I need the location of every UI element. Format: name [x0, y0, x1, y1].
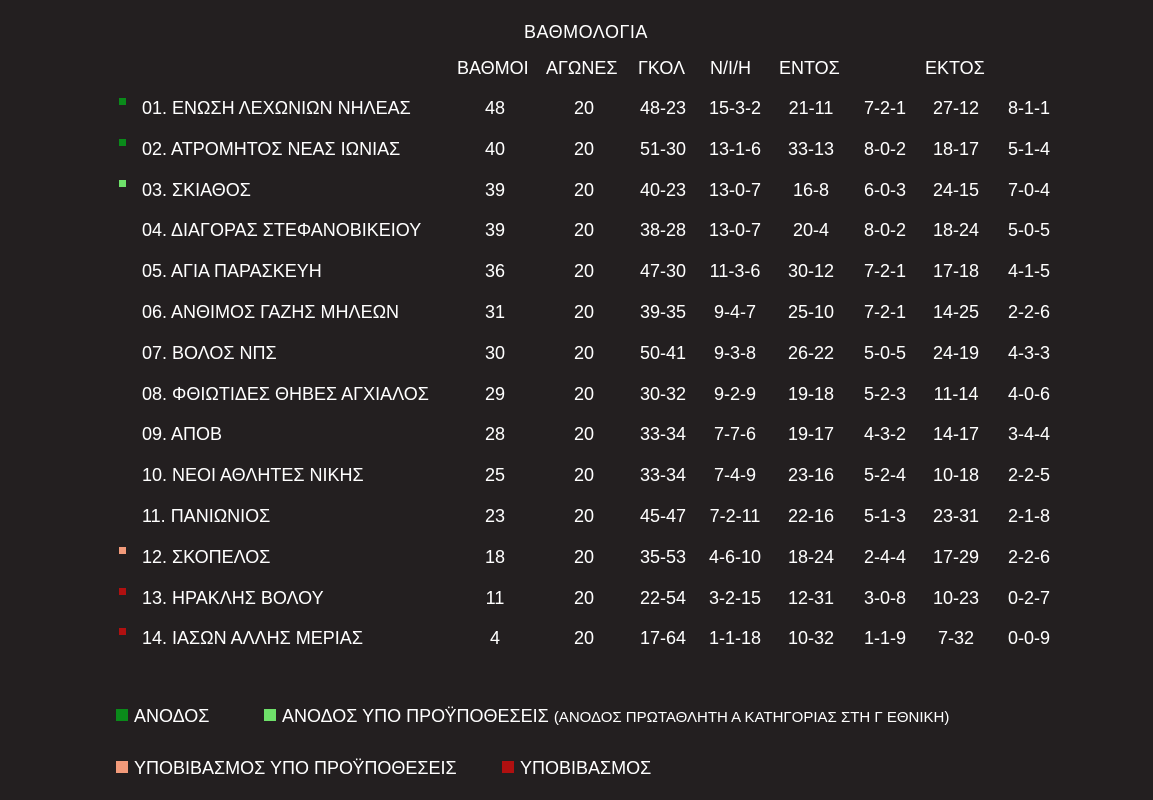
cell-goals: 22-54	[639, 587, 687, 608]
cell-home-record: 7-2-1	[863, 261, 907, 282]
cell-away-record: 4-0-6	[1007, 383, 1051, 404]
cell-home-record: 6-0-3	[863, 179, 907, 200]
team-name: 01. ΕΝΩΣΗ ΛΕΧΩΝΙΩΝ ΝΗΛΕΑΣ	[142, 98, 411, 118]
header-home: ΕΝΤΟΣ	[779, 58, 840, 78]
cell-home-goals: 23-16	[787, 465, 835, 486]
cell-record: 7-7-6	[713, 424, 757, 445]
cell-points: 29	[484, 383, 506, 404]
team-name: 14. ΙΑΣΩΝ ΑΛΛΗΣ ΜΕΡΙΑΣ	[142, 628, 363, 649]
cell-games: 20	[573, 220, 595, 241]
cell-away-record: 2-2-6	[1007, 301, 1051, 322]
team-name: 08. ΦΘΙΩΤΙΔΕΣ ΘΗΒΕΣ ΑΓΧΙΑΛΟΣ	[142, 383, 429, 404]
status-marker	[119, 180, 126, 187]
status-marker	[119, 588, 126, 595]
team-name: 11. ΠΑΝΙΩΝΙΟΣ	[142, 505, 271, 526]
cell-away-goals: 7-32	[937, 628, 975, 649]
legend-relegation-label: ΥΠΟΒΙΒΑΣΜΟΣ	[520, 758, 652, 778]
cell-home-record: 5-2-3	[863, 383, 907, 404]
cell-points: 23	[484, 505, 506, 526]
cell-home-record: 8-0-2	[863, 138, 907, 159]
cell-record: 7-2-11	[709, 505, 761, 526]
table-row	[0, 374, 1153, 415]
header-record: Ν/Ι/Η	[710, 58, 752, 78]
cell-goals: 33-34	[639, 465, 687, 486]
table-row	[0, 455, 1153, 496]
cell-record: 13-1-6	[708, 138, 762, 159]
legend-relegation-swatch	[502, 761, 514, 773]
cell-points: 40	[484, 138, 506, 159]
cell-games: 20	[573, 383, 595, 404]
cell-points: 25	[484, 465, 506, 486]
header-goals: ΓΚΟΛ	[638, 58, 686, 78]
cell-home-record: 8-0-2	[863, 220, 907, 241]
legend-conditional-promotion	[264, 706, 949, 727]
cell-goals: 38-28	[639, 220, 687, 241]
cell-points: 39	[484, 220, 506, 241]
cell-home-goals: 26-22	[787, 342, 835, 363]
cell-games: 20	[573, 424, 595, 445]
cell-record: 9-3-8	[713, 342, 757, 363]
cell-away-goals: 18-17	[932, 138, 980, 159]
cell-record: 13-0-7	[708, 179, 762, 200]
team-name: 02. ΑΤΡΟΜΗΤΟΣ ΝΕΑΣ ΙΩΝΙΑΣ	[142, 138, 401, 159]
legend-promotion	[116, 706, 209, 727]
cell-goals: 40-23	[639, 179, 687, 200]
cell-away-record: 2-1-8	[1007, 505, 1051, 526]
cell-record: 9-2-9	[713, 383, 757, 404]
cell-home-record: 5-2-4	[863, 465, 907, 486]
team-name: 13. ΗΡΑΚΛΗΣ ΒΟΛΟΥ	[142, 587, 324, 608]
cell-goals: 45-47	[639, 505, 687, 526]
legend-conditional-relegation-label: ΥΠΟΒΙΒΑΣΜΟΣ ΥΠΟ ΠΡΟΫΠΟΘΕΣΕΙΣ	[134, 758, 457, 778]
cell-goals: 30-32	[639, 383, 687, 404]
cell-home-record: 1-1-9	[863, 628, 907, 649]
cell-away-goals: 10-18	[932, 465, 980, 486]
cell-record: 4-6-10	[708, 546, 762, 567]
cell-away-goals: 17-18	[932, 261, 980, 282]
cell-home-goals: 10-32	[787, 628, 835, 649]
cell-games: 20	[573, 179, 595, 200]
cell-home-goals: 33-13	[787, 138, 835, 159]
cell-home-record: 5-1-3	[863, 505, 907, 526]
cell-away-goals: 24-19	[932, 342, 980, 363]
table-row	[0, 414, 1153, 455]
cell-record: 9-4-7	[713, 301, 757, 322]
status-marker	[119, 547, 126, 554]
cell-away-record: 3-4-4	[1007, 424, 1051, 445]
cell-away-record: 0-0-9	[1007, 628, 1051, 649]
cell-goals: 39-35	[639, 301, 687, 322]
cell-home-record: 7-2-1	[863, 98, 907, 118]
standings-title: ΒΑΘΜΟΛΟΓΙΑ	[524, 22, 648, 42]
status-marker	[119, 628, 126, 635]
table-row	[0, 537, 1153, 578]
legend-relegation	[502, 758, 651, 779]
cell-home-goals: 19-17	[787, 424, 835, 445]
cell-away-goals: 11-14	[933, 383, 979, 404]
legend-promotion-label: ΑΝΟΔΟΣ	[134, 706, 210, 726]
cell-home-goals: 16-8	[792, 179, 830, 200]
cell-games: 20	[573, 465, 595, 486]
cell-away-goals: 14-25	[932, 301, 980, 322]
cell-home-record: 5-0-5	[863, 342, 907, 363]
cell-record: 13-0-7	[708, 220, 762, 241]
cell-record: 7-4-9	[713, 465, 757, 486]
cell-away-record: 5-1-4	[1007, 138, 1051, 159]
team-name: 05. ΑΓΙΑ ΠΑΡΑΣΚΕΥΗ	[142, 261, 322, 282]
cell-home-record: 7-2-1	[863, 301, 907, 322]
legend-conditional-relegation-swatch	[116, 761, 128, 773]
standings-table	[0, 88, 1153, 659]
legend-conditional-promotion-label: ΑΝΟΔΟΣ ΥΠΟ ΠΡΟΫΠΟΘΕΣΕΙΣ	[282, 706, 549, 726]
table-row	[0, 210, 1153, 251]
cell-away-goals: 24-15	[932, 179, 980, 200]
cell-away-goals: 18-24	[932, 220, 980, 241]
cell-goals: 17-64	[639, 628, 687, 649]
cell-games: 20	[573, 261, 595, 282]
cell-goals: 50-41	[639, 342, 687, 363]
cell-home-goals: 19-18	[787, 383, 835, 404]
cell-away-goals: 17-29	[932, 546, 980, 567]
legend-conditional-promotion-swatch	[264, 709, 276, 721]
cell-away-record: 4-3-3	[1007, 342, 1051, 363]
cell-home-record: 4-3-2	[863, 424, 907, 445]
cell-games: 20	[573, 342, 595, 363]
header-away: ΕΚΤΟΣ	[925, 58, 985, 78]
cell-away-record: 0-2-7	[1007, 587, 1051, 608]
cell-goals: 51-30	[639, 138, 687, 159]
cell-games: 20	[573, 505, 595, 526]
status-marker	[119, 98, 126, 105]
table-row	[0, 129, 1153, 170]
table-row	[0, 618, 1153, 659]
cell-points: 11	[485, 587, 505, 608]
cell-away-record: 8-1-1	[1007, 98, 1051, 118]
cell-home-goals: 20-4	[792, 220, 830, 241]
cell-points: 31	[484, 301, 506, 322]
table-row	[0, 292, 1153, 333]
cell-points: 48	[484, 98, 506, 118]
cell-points: 39	[484, 179, 506, 200]
cell-goals: 35-53	[639, 546, 687, 567]
cell-home-record: 2-4-4	[863, 546, 907, 567]
cell-record: 1-1-18	[708, 628, 762, 649]
legend-promotion-swatch	[116, 709, 128, 721]
cell-points: 30	[484, 342, 506, 363]
team-name: 12. ΣΚΟΠΕΛΟΣ	[142, 546, 271, 567]
header-points: ΒΑΘΜΟΙ	[457, 58, 529, 78]
cell-games: 20	[573, 138, 595, 159]
legend-conditional-promotion-note: (ΑΝΟΔΟΣ ΠΡΩΤΑΘΛΗΤΗ Α ΚΑΤΗΓΟΡΙΑΣ ΣΤΗ Γ ΕΘΝΙΚΗ)	[553, 709, 950, 726]
table-row	[0, 170, 1153, 211]
table-row	[0, 496, 1153, 537]
table-row	[0, 251, 1153, 292]
cell-home-goals: 30-12	[787, 261, 835, 282]
cell-away-goals: 10-23	[932, 587, 980, 608]
team-name: 03. ΣΚΙΑΘΟΣ	[142, 179, 251, 200]
team-name: 07. ΒΟΛΟΣ ΝΠΣ	[142, 342, 277, 363]
cell-away-record: 4-1-5	[1007, 261, 1051, 282]
cell-home-goals: 18-24	[787, 546, 835, 567]
cell-points: 4	[489, 628, 500, 649]
cell-games: 20	[573, 628, 595, 649]
cell-record: 3-2-15	[708, 587, 762, 608]
cell-goals: 47-30	[639, 261, 687, 282]
team-name: 10. ΝΕΟΙ ΑΘΛΗΤΕΣ ΝΙΚΗΣ	[142, 465, 364, 486]
cell-away-goals: 14-17	[932, 424, 980, 445]
cell-away-goals: 23-31	[932, 505, 980, 526]
cell-record: 11-3-6	[709, 261, 761, 282]
cell-goals: 48-23	[639, 98, 687, 118]
team-name: 09. ΑΠΟΒ	[142, 424, 223, 445]
team-name: 06. ΑΝΘΙΜΟΣ ΓΑΖΗΣ ΜΗΛΕΩΝ	[142, 301, 400, 322]
cell-home-goals: 25-10	[787, 301, 835, 322]
legend-conditional-relegation	[116, 758, 457, 779]
cell-home-goals: 22-16	[787, 505, 835, 526]
cell-games: 20	[573, 98, 595, 118]
cell-record: 15-3-2	[708, 98, 762, 118]
cell-home-goals: 21-11	[788, 98, 834, 118]
table-row	[0, 88, 1153, 129]
table-row	[0, 333, 1153, 374]
cell-games: 20	[573, 546, 595, 567]
cell-points: 36	[484, 261, 506, 282]
table-row	[0, 578, 1153, 619]
cell-home-record: 3-0-8	[863, 587, 907, 608]
cell-away-record: 2-2-5	[1007, 465, 1051, 486]
cell-games: 20	[573, 587, 595, 608]
cell-points: 18	[484, 546, 506, 567]
team-name: 04. ΔΙΑΓΟΡΑΣ ΣΤΕΦΑΝΟΒΙΚΕΙΟΥ	[142, 220, 422, 241]
header-games: ΑΓΩΝΕΣ	[546, 58, 618, 78]
cell-goals: 33-34	[639, 424, 687, 445]
cell-away-record: 2-2-6	[1007, 546, 1051, 567]
cell-home-goals: 12-31	[787, 587, 835, 608]
cell-away-record: 5-0-5	[1007, 220, 1051, 241]
cell-away-goals: 27-12	[932, 98, 980, 118]
cell-away-record: 7-0-4	[1007, 179, 1051, 200]
cell-points: 28	[484, 424, 506, 445]
status-marker	[119, 139, 126, 146]
cell-games: 20	[573, 301, 595, 322]
